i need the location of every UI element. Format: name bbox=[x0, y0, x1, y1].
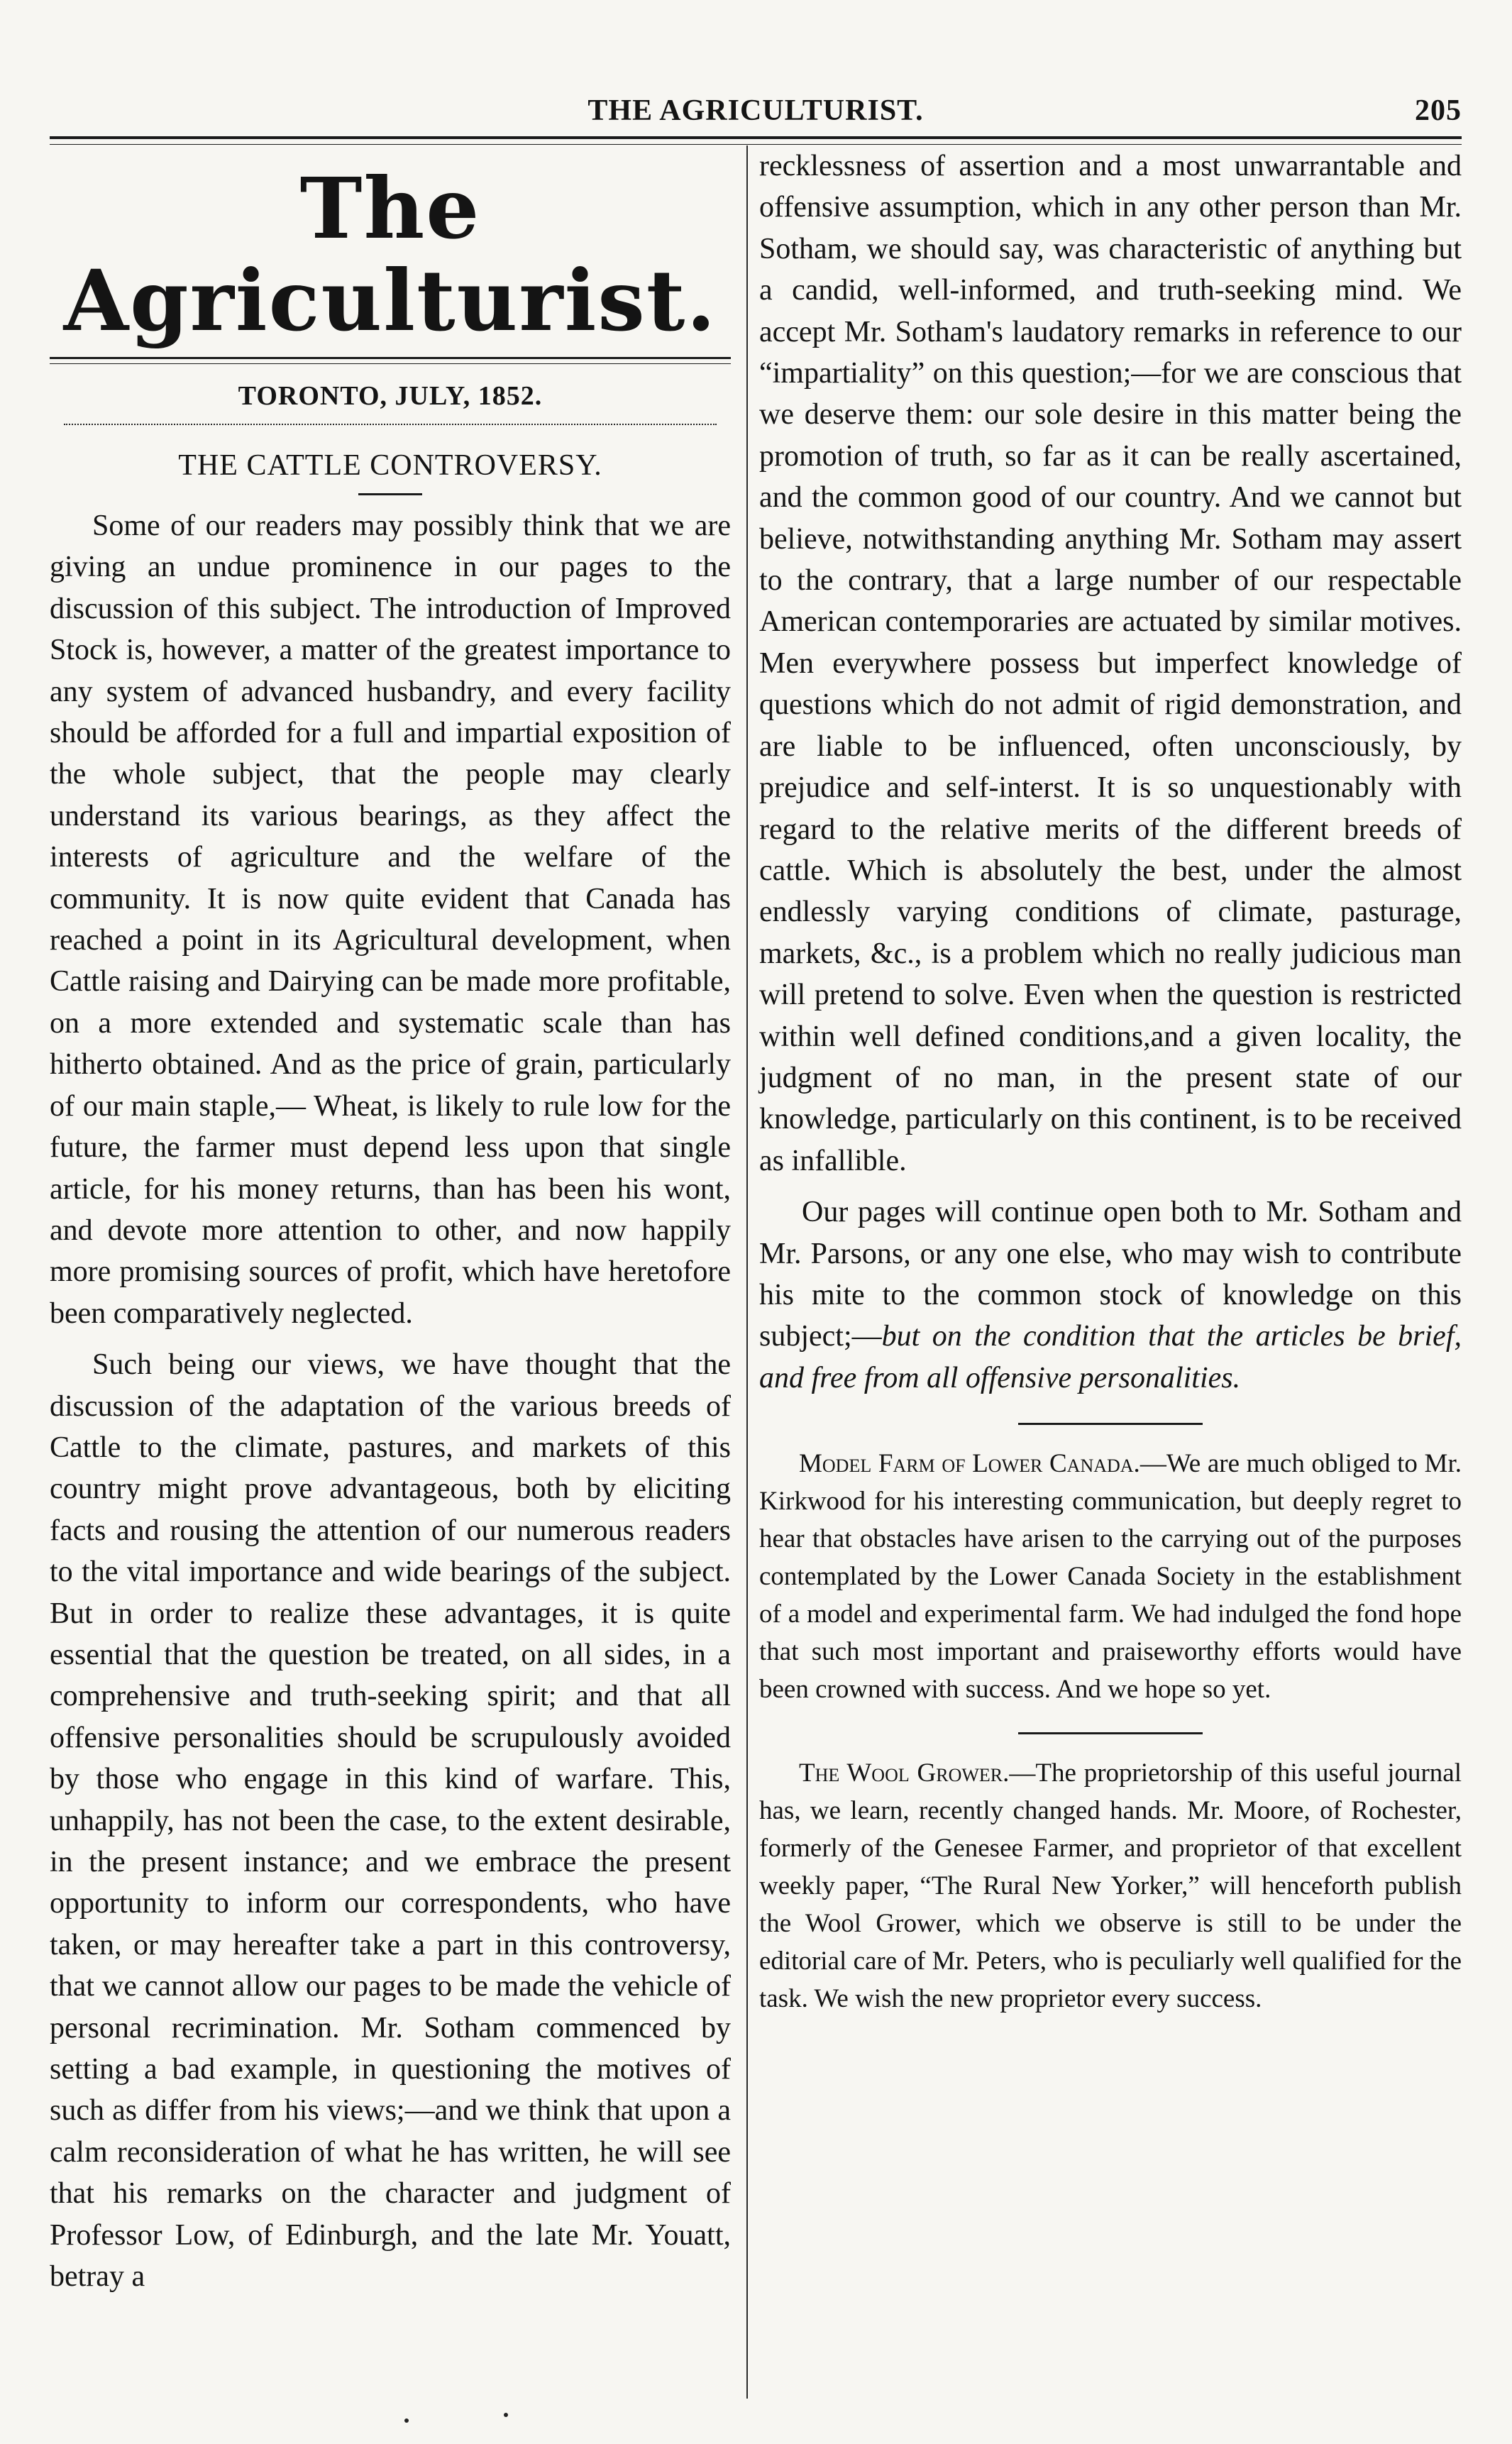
notice-model-farm bbox=[759, 1445, 1462, 1708]
notice-lead: Model Farm of Lower Canada. bbox=[799, 1449, 1140, 1479]
article-title: THE CATTLE CONTROVERSY. bbox=[178, 449, 602, 482]
title-rule bbox=[358, 493, 422, 495]
paragraph-4-text: Our pages will continue open both to Mr. Sotham and Mr. Parsons, or any one else, who may wish to contribute his mite to the common stock of knowledge on this subject;— bbox=[759, 1196, 1462, 1353]
article-paragraph-4 bbox=[759, 1191, 1462, 1399]
masthead-rule-thin bbox=[50, 363, 731, 364]
article-paragraph-2: Such being our views, we have thought that the discussion of the adaptation of the various breeds of Cattle to the climate, pastures, and markets of this country might prove advantageous, both by eliciting facts and rousing the attention of our numerous readers to the vital importance and wide bearings of the subject. But in order to realize these advantages, it is quite essential that the question be treated, on all sides, in a comprehensive and truth-seeking spirit; and that all offensive personalities should be scrupulously avoided by those who engage in this kind of warfare. This, unhappily, has not been the case, to the extent desirable, in the present instance; and we embrace the present opportunity to inform our correspondents, who have taken, or may hereafter take a part in this controversy, that we cannot allow our pages to be made the vehicle of personal recrimination. Mr. Sotham commenced by setting a bad example, in questioning the motives of such as differ from his views;—and we think that upon a calm reconsideration of what he has written, he will see that his remarks on the character and judgment of Professor Low, of Edinburgh, and the late Mr. Youatt, betray a bbox=[50, 1348, 731, 2294]
section-rule bbox=[1018, 1732, 1203, 1734]
paragraph-4-italic: but on the condition that the articles be brief, and free from all offensive personalities. bbox=[759, 1320, 1462, 1394]
print-speck bbox=[504, 2413, 508, 2417]
page-number: 205 bbox=[1415, 94, 1462, 127]
column-divider bbox=[746, 145, 748, 2399]
notice-wool-grower bbox=[759, 1754, 1462, 2018]
print-speck bbox=[404, 2418, 409, 2423]
print-specks bbox=[355, 2413, 568, 2427]
section-rule bbox=[1018, 1423, 1203, 1425]
ornamental-rule bbox=[64, 424, 717, 432]
notice-text: —The proprietorship of this useful journal has, we learn, recently changed hands. Mr. Moore, of Rochester, formerly of the Genesee Farmer, and proprietor of that excellent weekly paper, “The Rural New Yorker,” will henceforth publish the Wool Grower, which we observe is still to be under the editorial care of Mr. Peters, who is peculiarly well qualified for the task. We wish the new proprietor every success. bbox=[759, 1758, 1462, 2014]
running-head bbox=[50, 84, 1462, 133]
header-rule-thin bbox=[50, 144, 1462, 145]
left-column bbox=[50, 145, 731, 2297]
notice-text: —We are much obliged to Mr. Kirkwood for his interesting communication, but deeply regret to hear that obstacles have arisen to the carrying out of the purposes contemplated by the Lower Canada Society in the establishment of a model and experimental farm. We had indulged the fond hope that such most important and praiseworthy efforts would have been crowned with success. And we hope so yet. bbox=[759, 1449, 1462, 1705]
header-rule bbox=[50, 136, 1462, 139]
article-paragraph-1: Some of our readers may possibly think that we are giving an undue prominence in our pages to the discussion of this subject. The introduction of Improved Stock is, however, a matter of the greatest importance to any system of advanced husbandry, and every facility should be afforded for a full and impartial exposition of the whole subject, that the people may clearly understand its various bearings, as they affect the interests of agriculture and the welfare of the community. It is now quite evident that Canada has reached a point in its Agricultural development, when Cattle raising and Dairying can be made more profitable, on a more extended and systematic scale than has hitherto obtained. And as the price of grain, particularly of our main staple,— Wheat, is likely to rule low for the future, the farmer must depend less upon that single article, for his money returns, than has been his wont, and devote more attention to other, and now happily more promising sources of profit, which have heretofore been comparatively neglected. bbox=[50, 510, 731, 1330]
dateline: TORONTO, JULY, 1852. bbox=[238, 381, 543, 411]
article-paragraph-3: recklessness of assertion and a most unwarrantable and offensive assumption, which in any other person than Mr. Sotham, we should say, was characteristic of anything but a candid, well-informed, and truth-seeking mind. We accept Mr. Sotham's laudatory remarks in reference to our “impartiality” on this question;—for we are conscious that we deserve them: our sole desire in this matter being the promotion of truth, so far as it can be really ascertained, and the common good of our country. And we cannot but believe, notwithstanding anything Mr. Sotham may assert to the contrary, that a large number of our respectable American contemporaries are actuated by similar motives. Men everywhere possess but imperfect knowledge of questions which do not admit of rigid demonstration, and are liable to be influenced, often unconsciously, by prejudice and self-interst. It is so unquestionably with regard to the relative merits of the different breeds of cattle. Which is absolutely the best, under the almost endlessly varying conditions of climate, pasturage, markets, &c., is a problem which no really judicious man will pretend to solve. Even when the question is restricted within well defined conditions,and a given locality, the judgment of no man, in the present state of our knowledge, particularly on this continent, is to be received as infallible. bbox=[759, 150, 1462, 1177]
masthead-rule bbox=[50, 357, 731, 359]
notice-lead: The Wool Grower. bbox=[799, 1758, 1010, 1788]
right-column bbox=[759, 145, 1462, 2018]
masthead: The Agriculturist. bbox=[63, 159, 717, 350]
running-head-title: THE AGRICULTURIST. bbox=[587, 94, 924, 127]
